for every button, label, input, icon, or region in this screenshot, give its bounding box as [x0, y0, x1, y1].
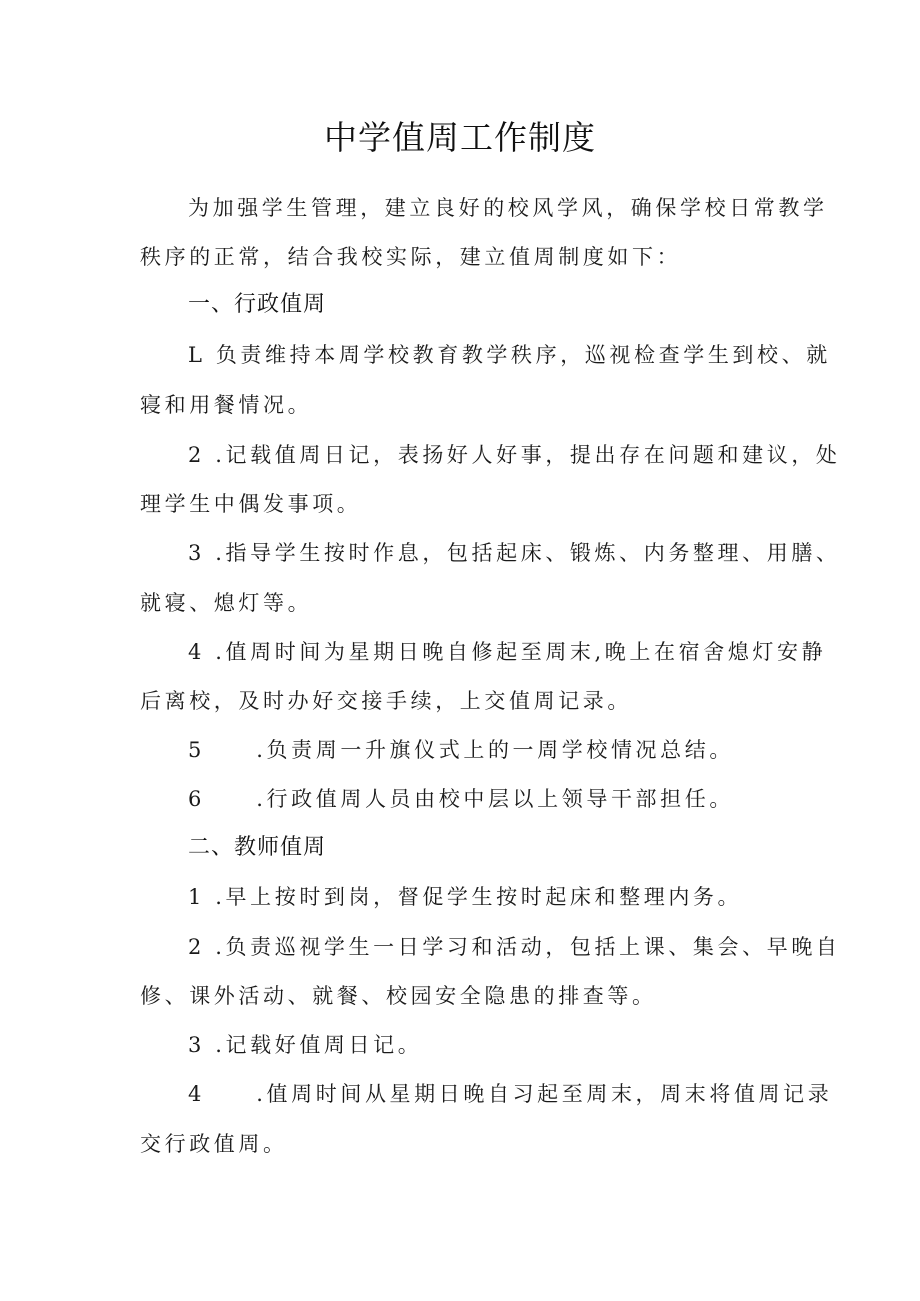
section2-item-2	[188, 932, 841, 962]
section1-item-1	[188, 340, 831, 370]
section1-item-4-cont: 后离校，及时办好交接手续，上交值周记录。	[140, 689, 632, 713]
document-title: 中学值周工作制度	[324, 118, 596, 157]
item-number: L	[188, 343, 206, 367]
section2-item-4-cont: 交行政值周。	[140, 1132, 288, 1156]
item-number: 3	[188, 541, 205, 565]
intro-line-1: 为加强学生管理，建立良好的校风学风，确保学校日常教学	[188, 196, 828, 220]
section1-item-3-cont: 就寝、熄灯等。	[140, 591, 313, 615]
item-number: 2	[188, 935, 205, 959]
item-text: .负责周一升旗仪式上的一周学校情况总结。	[256, 738, 734, 762]
section2-item-1	[188, 882, 742, 912]
section2-item-4	[188, 1079, 832, 1109]
section-heading-teacher-duty: 二、教师值周	[188, 835, 327, 860]
section1-item-3	[188, 538, 841, 568]
item-text: .指导学生按时作息，包括起床、锻炼、内务整理、用膳、	[215, 541, 841, 565]
item-text: 负责维持本周学校教育教学秩序，巡视检查学生到校、就	[215, 343, 831, 367]
item-number: 2	[188, 443, 205, 467]
item-text: .值周时间从星期日晚自习起至周末，周末将值周记录	[256, 1082, 833, 1106]
section2-item-3	[188, 1030, 422, 1060]
item-text: .值周时间为星期日晚自修起至周末,晚上在宿舍熄灯安静	[215, 640, 827, 664]
section2-item-2-cont: 修、课外活动、就餐、校园安全隐患的排查等。	[140, 984, 657, 1008]
item-number: 6	[188, 787, 205, 811]
item-number: 5	[188, 738, 205, 762]
item-number: 3	[188, 1033, 205, 1057]
section1-item-1-cont: 寝和用餐情况。	[140, 393, 313, 417]
item-text: .早上按时到岗，督促学生按时起床和整理内务。	[215, 885, 743, 909]
section1-item-2-cont: 理学生中偶发事项。	[140, 492, 362, 516]
section1-item-2	[188, 440, 841, 470]
section1-item-4	[188, 637, 826, 667]
item-text: .记载值周日记，表扬好人好事，提出存在问题和建议，处	[215, 443, 841, 467]
intro-line-2: 秩序的正常，结合我校实际，建立值周制度如下：	[140, 245, 682, 269]
item-text: .记载好值周日记。	[215, 1033, 423, 1057]
item-text: .行政值周人员由校中层以上领导干部担任。	[256, 787, 734, 811]
item-number: 4	[188, 1082, 205, 1106]
section-heading-administrative-duty: 一、行政值周	[188, 292, 327, 317]
section1-item-6	[188, 784, 734, 814]
section1-item-5	[188, 735, 734, 765]
item-number: 4	[188, 640, 205, 664]
item-text: .负责巡视学生一日学习和活动，包括上课、集会、早晚自	[215, 935, 841, 959]
item-number: 1	[188, 885, 205, 909]
